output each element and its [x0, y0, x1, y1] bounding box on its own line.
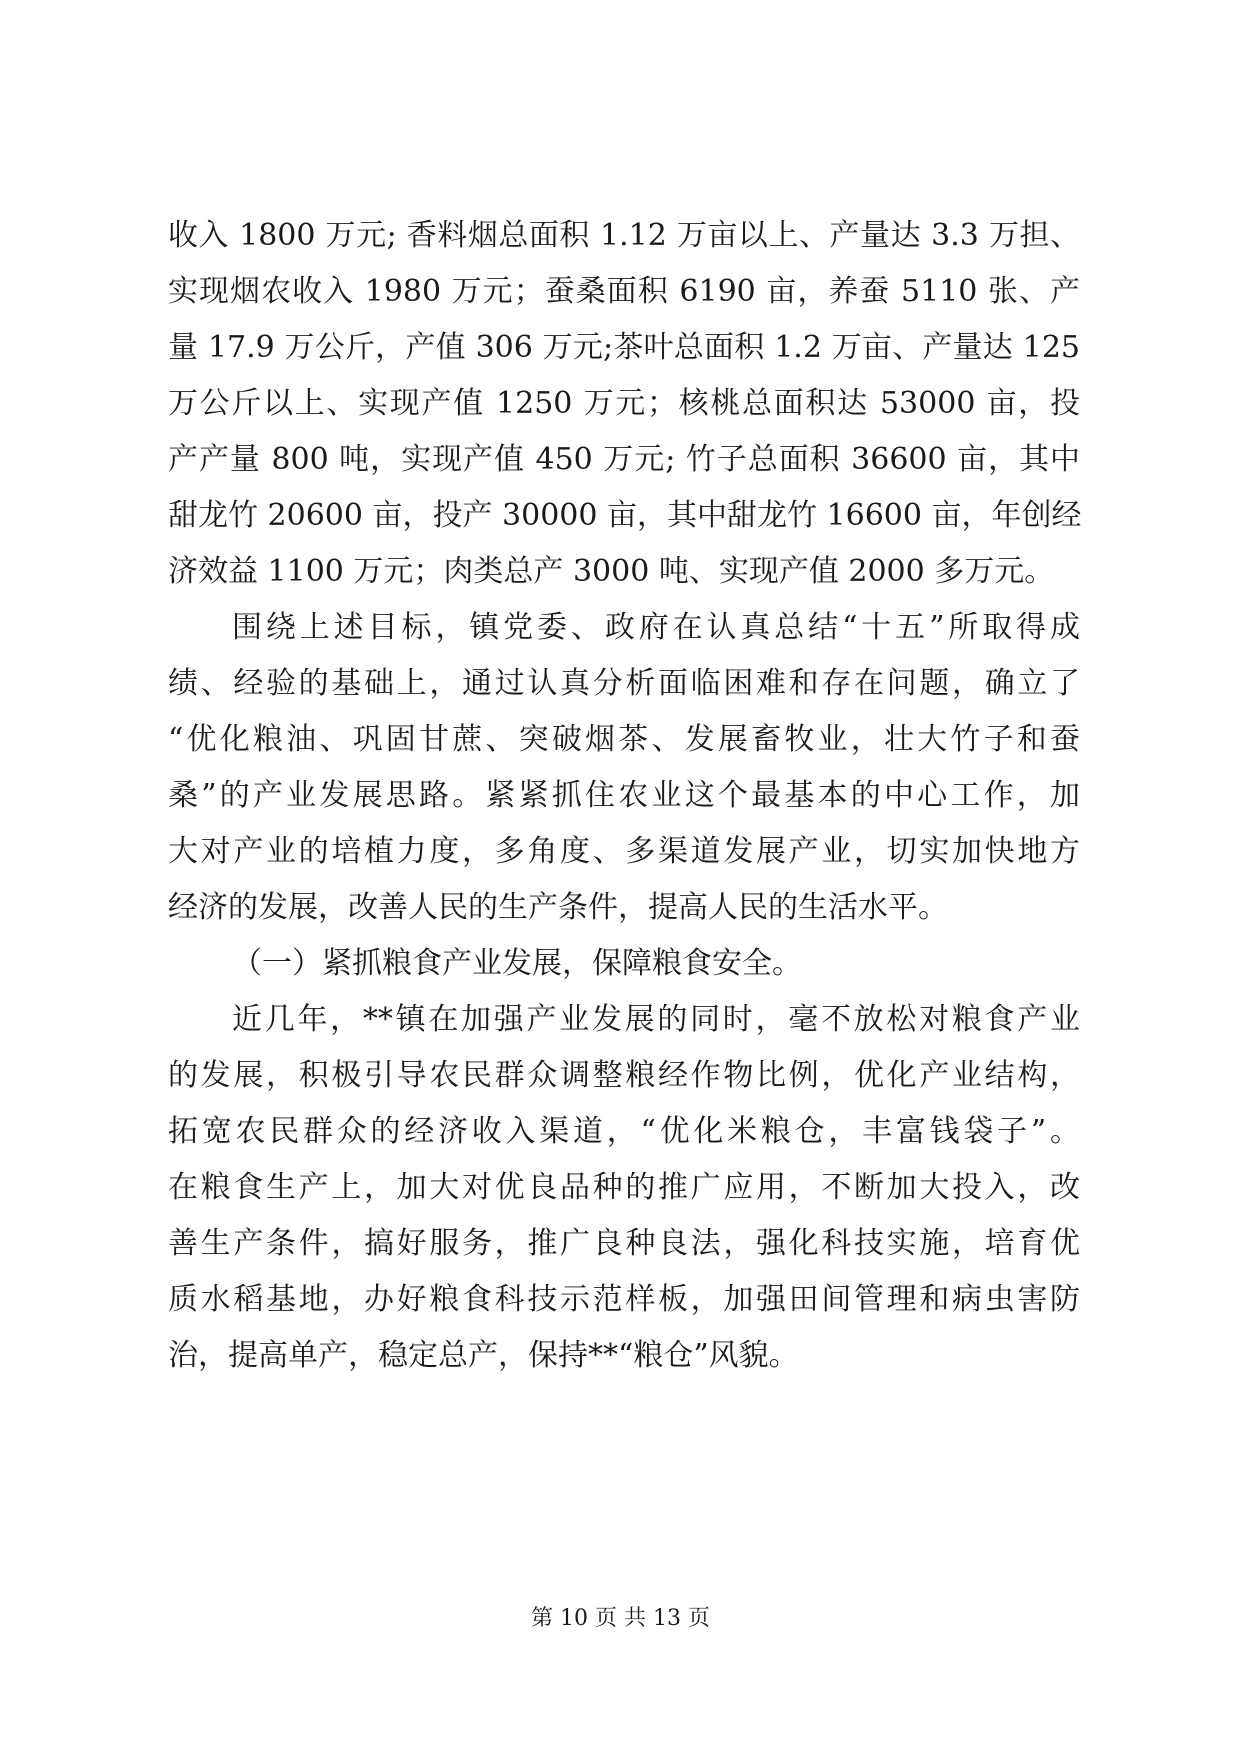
text-line: 济效益 1100 万元；肉类总产 3000 吨、实现产值 2000 多万元。 — [168, 554, 1055, 589]
text-line: 经济的发展，改善人民的生产条件，提高人民的生活水平。 — [168, 890, 948, 925]
text-line: 量 17.9 万公斤，产值 306 万元;茶叶总面积 1.2 万亩、产量达 125 — [168, 330, 1080, 365]
text-line: 绩、经验的基础上，通过认真分析面临困难和存在问题，确立了 — [168, 666, 1080, 701]
text-line: 质水稻基地，办好粮食科技示范样板，加强田间管理和病虫害防 — [168, 1282, 1080, 1317]
text-line: 甜龙竹 20600 亩，投产 30000 亩，其中甜龙竹 16600 亩，年创经 — [168, 498, 1082, 533]
text-line: 治，提高单产，稳定总产，保持**“粮仓”风貌。 — [168, 1338, 799, 1373]
text-line: 在粮食生产上，加大对优良品种的推广应用，不断加大投入，改 — [168, 1170, 1080, 1205]
text-line: “优化粮油、巩固甘蔗、突破烟茶、发展畜牧业，壮大竹子和蚕 — [168, 722, 1080, 757]
text-line: 大对产业的培植力度，多角度、多渠道发展产业，切实加快地方 — [168, 834, 1080, 869]
page-number-footer: 第 10 页 共 13 页 — [531, 1606, 710, 1631]
text-line: 收入 1800 万元; 香料烟总面积 1.12 万亩以上、产量达 3.3 万担、 — [168, 218, 1080, 253]
text-line: 实现烟农收入 1980 万元；蚕桑面积 6190 亩，养蚕 5110 张、产 — [168, 274, 1080, 309]
paragraph-first-line: 围绕上述目标，镇党委、政府在认真总结“十五”所取得成 — [232, 610, 1080, 645]
text-line: 善生产条件，搞好服务，推广良种良法，强化科技实施，培育优 — [168, 1226, 1080, 1261]
text-line: 产产量 800 吨，实现产值 450 万元; 竹子总面积 36600 亩，其中 — [168, 442, 1080, 477]
text-line: 桑”的产业发展思路。紧紧抓住农业这个最基本的中心工作，加 — [168, 778, 1080, 813]
text-line: 的发展，积极引导农民群众调整粮经作物比例，优化产业结构， — [168, 1058, 1080, 1093]
text-line: 万公斤以上、实现产值 1250 万元；核桃总面积达 53000 亩，投 — [168, 386, 1080, 421]
section-heading: （一）紧抓粮食产业发展，保障粮食安全。 — [232, 946, 802, 981]
paragraph-first-line: 近几年，**镇在加强产业发展的同时，毫不放松对粮食产业 — [232, 1002, 1080, 1037]
text-line: 拓宽农民群众的经济收入渠道，“优化米粮仓，丰富钱袋子”。 — [168, 1114, 1080, 1149]
